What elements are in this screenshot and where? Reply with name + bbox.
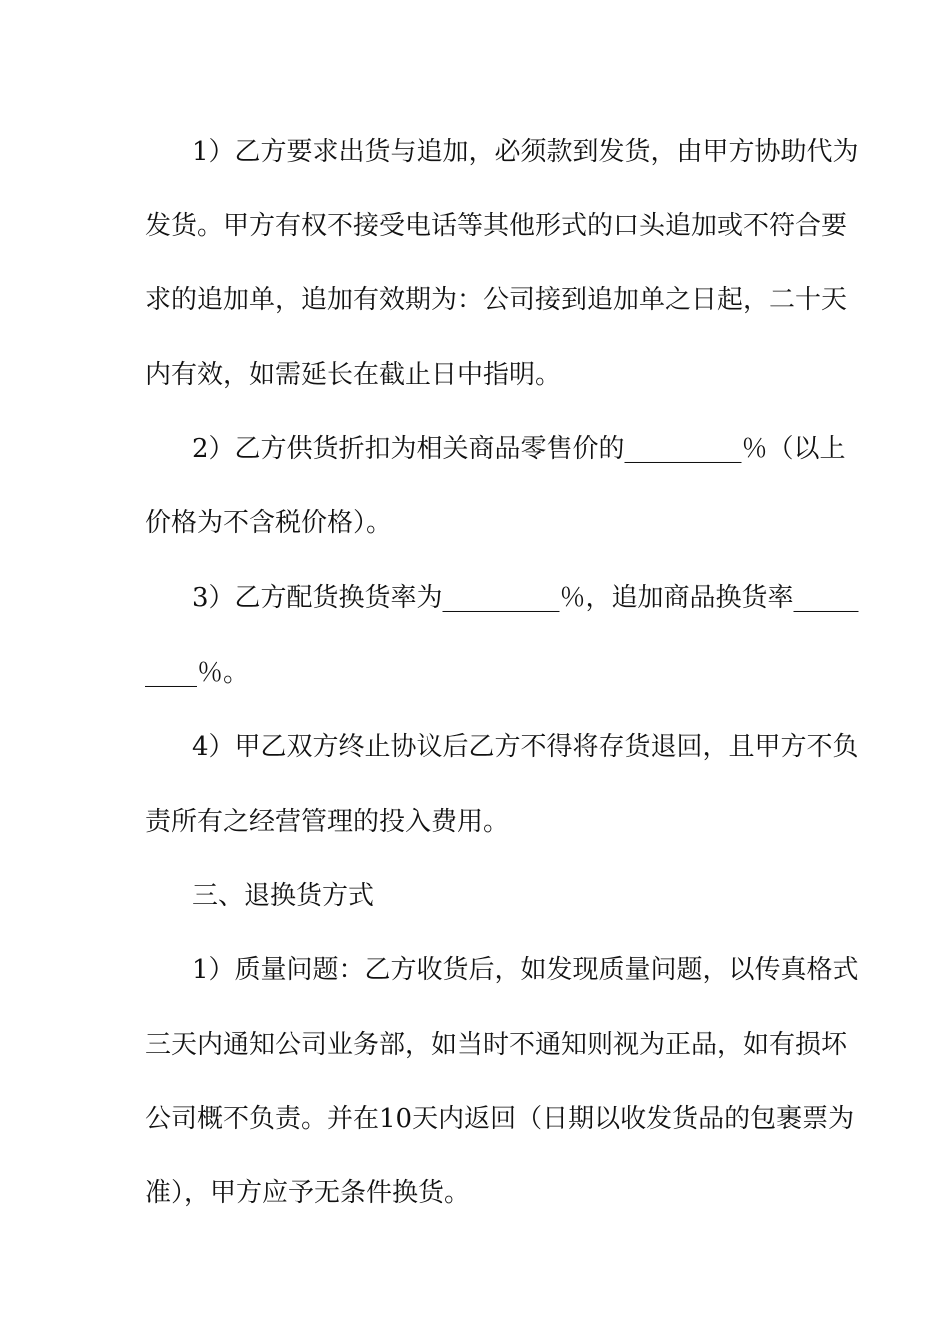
paragraph-4-line-2: 责所有之经营管理的投入费用。 [145, 807, 510, 837]
paragraph-1-line-3: 求的追加单，追加有效期为：公司接到追加单之日起，二十天 [145, 285, 848, 315]
paragraph-3-line-2: ____％。 [145, 658, 250, 688]
paragraph-2-line-1: 2）乙方供货折扣为相关商品零售价的_________％（以上 [192, 434, 846, 464]
paragraph-2-line-2: 价格为不含税价格）。 [145, 508, 393, 538]
section-heading: 三、退换货方式 [192, 881, 375, 911]
paragraph-5-line-1: 1）质量问题：乙方收货后，如发现质量问题，以传真格式 [192, 955, 859, 985]
paragraph-5-line-3: 公司概不负责。并在10天内返回（日期以收发货品的包裹票为 [145, 1104, 855, 1134]
paragraph-5-line-2: 三天内通知公司业务部，如当时不通知则视为正品，如有损坏 [145, 1030, 848, 1060]
paragraph-5-line-4: 准），甲方应予无条件换货。 [145, 1178, 471, 1208]
paragraph-1-line-2: 发货。甲方有权不接受电话等其他形式的口头追加或不符合要 [145, 211, 848, 241]
paragraph-4-line-1: 4）甲乙双方终止协议后乙方不得将存货退回，且甲方不负 [192, 732, 859, 762]
paragraph-1-line-4: 内有效，如需延长在截止日中指明。 [145, 360, 562, 390]
paragraph-1-line-1: 1）乙方要求出货与追加，必须款到发货，由甲方协助代为 [192, 137, 859, 167]
paragraph-3-line-1: 3）乙方配货换货率为_________％，追加商品换货率_____ [192, 583, 859, 613]
